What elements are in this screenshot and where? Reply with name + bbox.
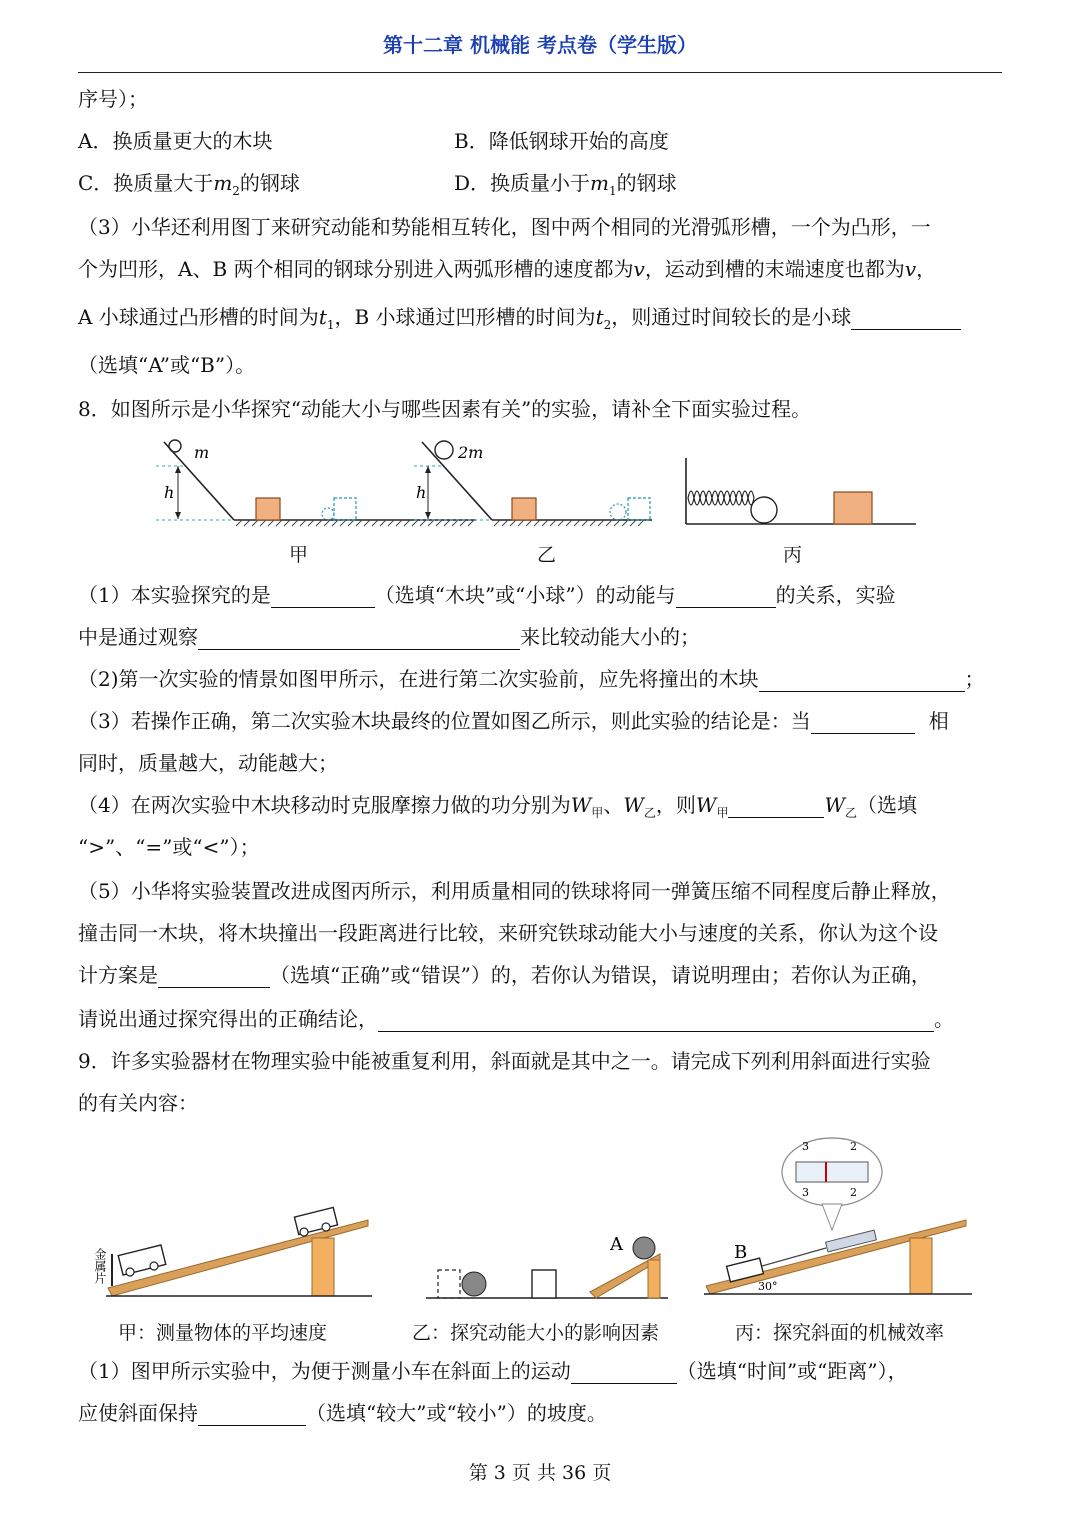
q8-part4-line2: “>”、“=”或“<”）； (78, 835, 260, 859)
q7-option-c: C．换质量大于$m_2$的钢球 (78, 171, 300, 198)
q9-caption-yi: 乙：探究动能大小的影响因素 (412, 1322, 660, 1344)
answer-blank[interactable] (851, 305, 961, 330)
q8-caption-jia: 甲 (289, 544, 309, 566)
q7-continuation: 序号）； (78, 87, 148, 111)
scale-label: 3 (802, 1140, 809, 1153)
block-b-label: B (734, 1242, 748, 1263)
q9-part1-line1: （1）图甲所示实验中，为便于测量小车在斜面上的运动 （选填“时间”或“距离”）， (78, 1359, 908, 1383)
height-label: h (416, 483, 427, 502)
wood-block (834, 492, 872, 524)
page-footer: 第 3 页 共 36 页 (468, 1462, 612, 1484)
angle-label: 30° (758, 1280, 778, 1293)
answer-blank[interactable] (571, 1359, 677, 1384)
answer-blank[interactable] (158, 963, 270, 988)
q7-option-d: D．换质量小于$m_1$的钢球 (454, 171, 677, 198)
q9-figure-jia (93, 1200, 380, 1310)
mass-label: m (194, 443, 210, 462)
ball-a (633, 1237, 655, 1259)
q8-part3-line2: 同时，质量越大，动能越大； (78, 751, 338, 775)
answer-blank[interactable] (676, 583, 776, 608)
q8-caption-bing: 丙 (783, 544, 803, 566)
q8-part5-line3: 计方案是 （选填“正确”或“错误”）的，若你认为错误，请说明理由；若你认为正确， (78, 963, 931, 987)
q9-part1-line2: 应使斜面保持 （选填“较大”或“较小”）的坡度。 (78, 1401, 607, 1425)
q9-intro-line1: 9．许多实验器材在物理实验中能被重复利用，斜面就是其中之一。请完成下列利用斜面进行实验 (78, 1049, 931, 1073)
mass-label: 2m (458, 443, 484, 462)
wood-block (512, 498, 536, 520)
metal-plate-label: 金属片 (93, 1248, 107, 1284)
q8-part3-line1: （3）若操作正确，第二次实验木块最终的位置如图乙所示，则此实验的结论是：当 相 (78, 709, 949, 733)
iron-ball (751, 497, 777, 523)
q9-figure-yi (424, 1226, 674, 1310)
q9-caption-jia: 甲：测量物体的平均速度 (118, 1322, 328, 1344)
q8-part1-line2: 中是通过观察 来比较动能大小的； (78, 625, 700, 649)
q9-caption-bing: 丙：探究斜面的机械效率 (735, 1322, 945, 1344)
q8-part1-line1: （1）本实验探究的是 （选填“木块”或“小球”）的动能与 的关系，实验 (78, 583, 896, 607)
q9-intro-line2: 的有关内容： (78, 1091, 198, 1115)
q8-part5-line1: （5）小华将实验装置改进成图丙所示，利用质量相同的铁球将同一弹簧压缩不同程度后静止释放， (78, 879, 951, 903)
q8-part2: （2)第一次实验的情景如图甲所示，在进行第二次实验前，应先将撞出的木块 ； (78, 667, 985, 691)
cart-icon (118, 1245, 166, 1275)
answer-blank[interactable] (378, 1007, 934, 1032)
answer-blank[interactable] (198, 625, 520, 650)
q8-part4-line1: （4）在两次实验中木块移动时克服摩擦力做的功分别为$W_甲$、$W_乙$，则$W_甲$ $W_乙$（选填 (78, 793, 918, 820)
page-header (78, 28, 1002, 73)
q7-part3-line2: 个为凹形，A、B 两个相同的钢球分别进入两弧形槽的速度都为v，运动到槽的末端速度也都为v， (78, 257, 937, 281)
scale-label: 2 (850, 1186, 857, 1199)
scale-label: 2 (850, 1140, 857, 1153)
q7-part3-line3: A 小球通过凸形槽的时间为$t_1$，B 小球通过凹形槽的时间为$t_2$，则通过时间较长的是小球 (78, 296, 1002, 338)
q8-caption-yi: 乙 (537, 544, 557, 566)
answer-blank[interactable] (811, 709, 915, 734)
scale-label: 3 (802, 1186, 809, 1199)
answer-blank[interactable] (759, 667, 965, 692)
answer-blank[interactable] (198, 1401, 306, 1426)
answer-blank[interactable] (728, 793, 824, 818)
answer-blank[interactable] (271, 583, 375, 608)
height-label: h (164, 483, 175, 502)
q8-part5-line2: 撞击同一木块，将木块撞出一段距离进行比较，来研究铁球动能大小与速度的关系，你认为这个设 (78, 921, 938, 945)
q7-part3-line1: （3）小华还利用图丁来研究动能和势能相互转化，图中两个相同的光滑弧形槽，一个为凸形，一 (78, 215, 931, 239)
q8-figure-bing (684, 448, 924, 538)
page-title: 第十二章 机械能 考点卷（学生版） (383, 33, 697, 57)
ball-a-label: A (610, 1234, 623, 1255)
q9-figure-bing (700, 1134, 980, 1310)
wood-block (532, 1270, 556, 1298)
wood-block (256, 498, 280, 520)
q7-part3-line4: （选填“A”或“B”）。 (78, 353, 256, 377)
q8-intro: 8．如图所示是小华探究“动能大小与哪些因素有关”的实验，请补全下面实验过程。 (78, 397, 812, 421)
q7-option-a: A．换质量更大的木块 (78, 129, 273, 153)
q8-part5-line4: 请说出通过探究得出的正确结论， 。 (78, 1007, 954, 1031)
q7-option-b: B．降低钢球开始的高度 (454, 129, 669, 153)
spring-icon (688, 491, 754, 505)
